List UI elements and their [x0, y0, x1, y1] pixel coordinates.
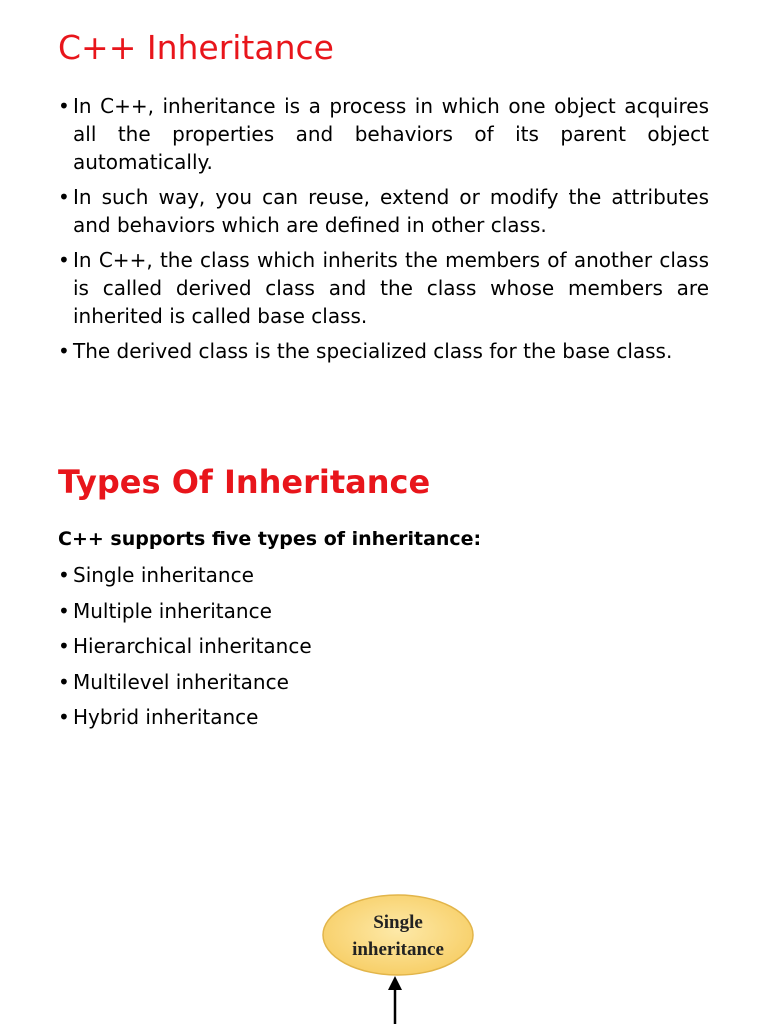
section-heading: Types Of Inheritance [58, 463, 431, 501]
types-list [58, 561, 312, 739]
inheritance-diagram [0, 880, 768, 1024]
type-item: • Multilevel inheritance [58, 668, 312, 704]
type-item: • Hierarchical inheritance [58, 632, 312, 668]
node-label-line2: inheritance [352, 939, 444, 960]
definition-list [58, 92, 709, 372]
type-item: • Single inheritance [58, 561, 312, 597]
type-item: • Multiple inheritance [58, 597, 312, 633]
definition-bullet: • In C++, the class which inherits the members of another class is called derived class and the class whose members are inherited is called base class. [58, 246, 709, 330]
definition-bullet: • The derived class is the specialized class for the base class. [58, 337, 709, 365]
node-label-line1: Single [373, 912, 423, 933]
definition-bullet: • In C++, inheritance is a process in which one object acquires all the properties and behaviors of its parent object automatically. [58, 92, 709, 176]
definition-bullet: • In such way, you can reuse, extend or modify the attributes and behaviors which are defined in other class. [58, 183, 709, 239]
types-intro: C++ supports five types of inheritance: [58, 528, 482, 550]
arrow-head-icon [388, 976, 402, 990]
page-title: C++ Inheritance [58, 28, 334, 67]
type-item: • Hybrid inheritance [58, 703, 312, 739]
single-inheritance-node [323, 895, 473, 975]
